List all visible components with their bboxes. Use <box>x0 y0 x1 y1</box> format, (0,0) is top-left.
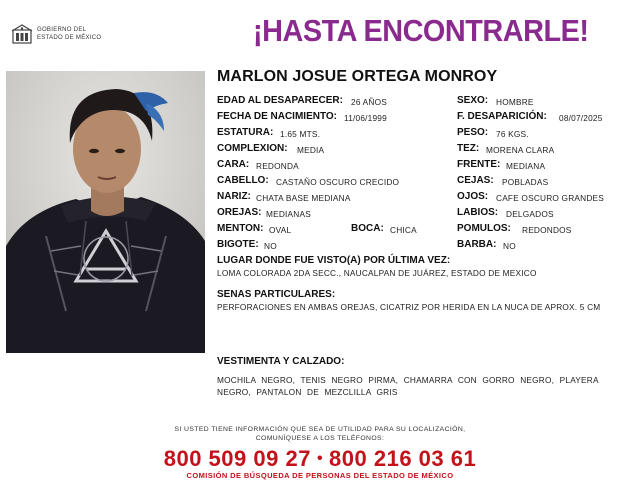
label-ears: OREJAS: <box>217 207 262 218</box>
contact-info-line1: SI USTED TIENE INFORMACIÓN QUE SEA DE UTILIDAD PARA SU LOCALIZACIÓN, <box>174 426 466 433</box>
label-chin: MENTON: <box>217 223 264 234</box>
label-birthdate: FECHA DE NACIMIENTO: <box>217 111 337 122</box>
value-last-seen: LOMA COLORADA 2DA SECC., NAUCALPAN DE JUÁREZ, ESTADO DE MEXICO <box>217 268 537 278</box>
portrait-illustration <box>6 71 205 353</box>
phone-numbers <box>0 446 640 472</box>
value-mustache: NO <box>264 241 277 251</box>
label-complexion: TEZ: <box>457 143 480 154</box>
label-eyebrows: CEJAS: <box>457 175 494 186</box>
label-build: COMPLEXION: <box>217 143 288 154</box>
label-hair: CABELLO: <box>217 175 269 186</box>
value-forehead: MEDIANA <box>506 161 546 171</box>
label-lips: LABIOS: <box>457 207 499 218</box>
value-clothing: MOCHILA NEGRO, TENIS NEGRO PIRMA, CHAMARRA CON GORRO NEGRO, PLAYERA NEGRO, PANTALON DE MEZCLILLA GRIS <box>217 375 599 397</box>
value-height: 1.65 MTS. <box>280 129 321 139</box>
label-cheekbones: POMULOS: <box>457 223 511 234</box>
label-beard: BARBA: <box>457 239 497 250</box>
missing-person-photo <box>6 71 205 353</box>
label-forehead: FRENTE: <box>457 159 501 170</box>
value-particular-marks: PERFORACIONES EN AMBAS OREJAS, CICATRIZ POR HERIDA EN LA NUCA DE APROX. 5 CM <box>217 302 601 312</box>
label-particular-marks: SENAS PARTICULARES: <box>217 289 336 300</box>
value-mouth: CHICA <box>390 225 417 235</box>
value-birthdate: 11/06/1999 <box>344 113 387 123</box>
value-chin: OVAL <box>269 225 292 235</box>
phone-number-2[interactable]: 800 216 03 61 <box>329 446 477 471</box>
value-complexion: MORENA CLARA <box>486 145 555 155</box>
contact-info-line2: COMUNÍQUESE A LOS TELÉFONOS: <box>255 435 385 442</box>
state-seal-icon <box>10 22 34 46</box>
value-ears: MEDIANAS <box>266 209 311 219</box>
label-sex: SEXO: <box>457 95 489 106</box>
commission-name: COMISIÓN DE BÚSQUEDA DE PERSONAS DEL ESTADO DE MÉXICO <box>186 471 454 480</box>
value-hair: CASTAÑO OSCURO CRECIDO <box>276 177 400 187</box>
value-cheekbones: REDONDOS <box>522 225 572 235</box>
phone-separator: • <box>316 450 324 467</box>
value-beard: NO <box>503 241 516 251</box>
person-name: MARLON JOSUE ORTEGA MONROY <box>217 68 498 85</box>
value-sex: HOMBRE <box>496 97 534 107</box>
value-build: MEDIA <box>297 145 325 155</box>
label-height: ESTATURA: <box>217 127 274 138</box>
label-nose: NARIZ: <box>217 191 251 202</box>
value-disappearance-date: 08/07/2025 <box>559 113 603 123</box>
headline: ¡HASTA ENCONTRARLE! <box>253 13 589 48</box>
label-age: EDAD AL DESAPARECER: <box>217 95 343 106</box>
value-eyebrows: POBLADAS <box>502 177 549 187</box>
logo-text: GOBIERNO DEL ESTADO DE MÉXICO <box>37 27 102 41</box>
label-last-seen: LUGAR DONDE FUE VISTO(A) POR ÚLTIMA VEZ: <box>217 255 451 266</box>
value-eyes: CAFE OSCURO GRANDES <box>496 193 604 203</box>
label-face: CARA: <box>217 159 250 170</box>
label-disappearance-date: F. DESAPARICIÓN: <box>457 111 547 122</box>
government-logo <box>10 22 120 48</box>
value-face: REDONDA <box>256 161 299 171</box>
label-mustache: BIGOTE: <box>217 239 259 250</box>
value-lips: DELGADOS <box>506 209 554 219</box>
value-weight: 76 KGS. <box>496 129 529 139</box>
label-eyes: OJOS: <box>457 191 489 202</box>
value-age: 26 AÑOS <box>351 97 387 107</box>
label-weight: PESO: <box>457 127 489 138</box>
phone-number-1[interactable]: 800 509 09 27 <box>163 446 311 471</box>
label-mouth: BOCA: <box>351 223 384 234</box>
label-clothing: VESTIMENTA Y CALZADO: <box>217 356 345 367</box>
value-nose: CHATA BASE MEDIANA <box>256 193 351 203</box>
